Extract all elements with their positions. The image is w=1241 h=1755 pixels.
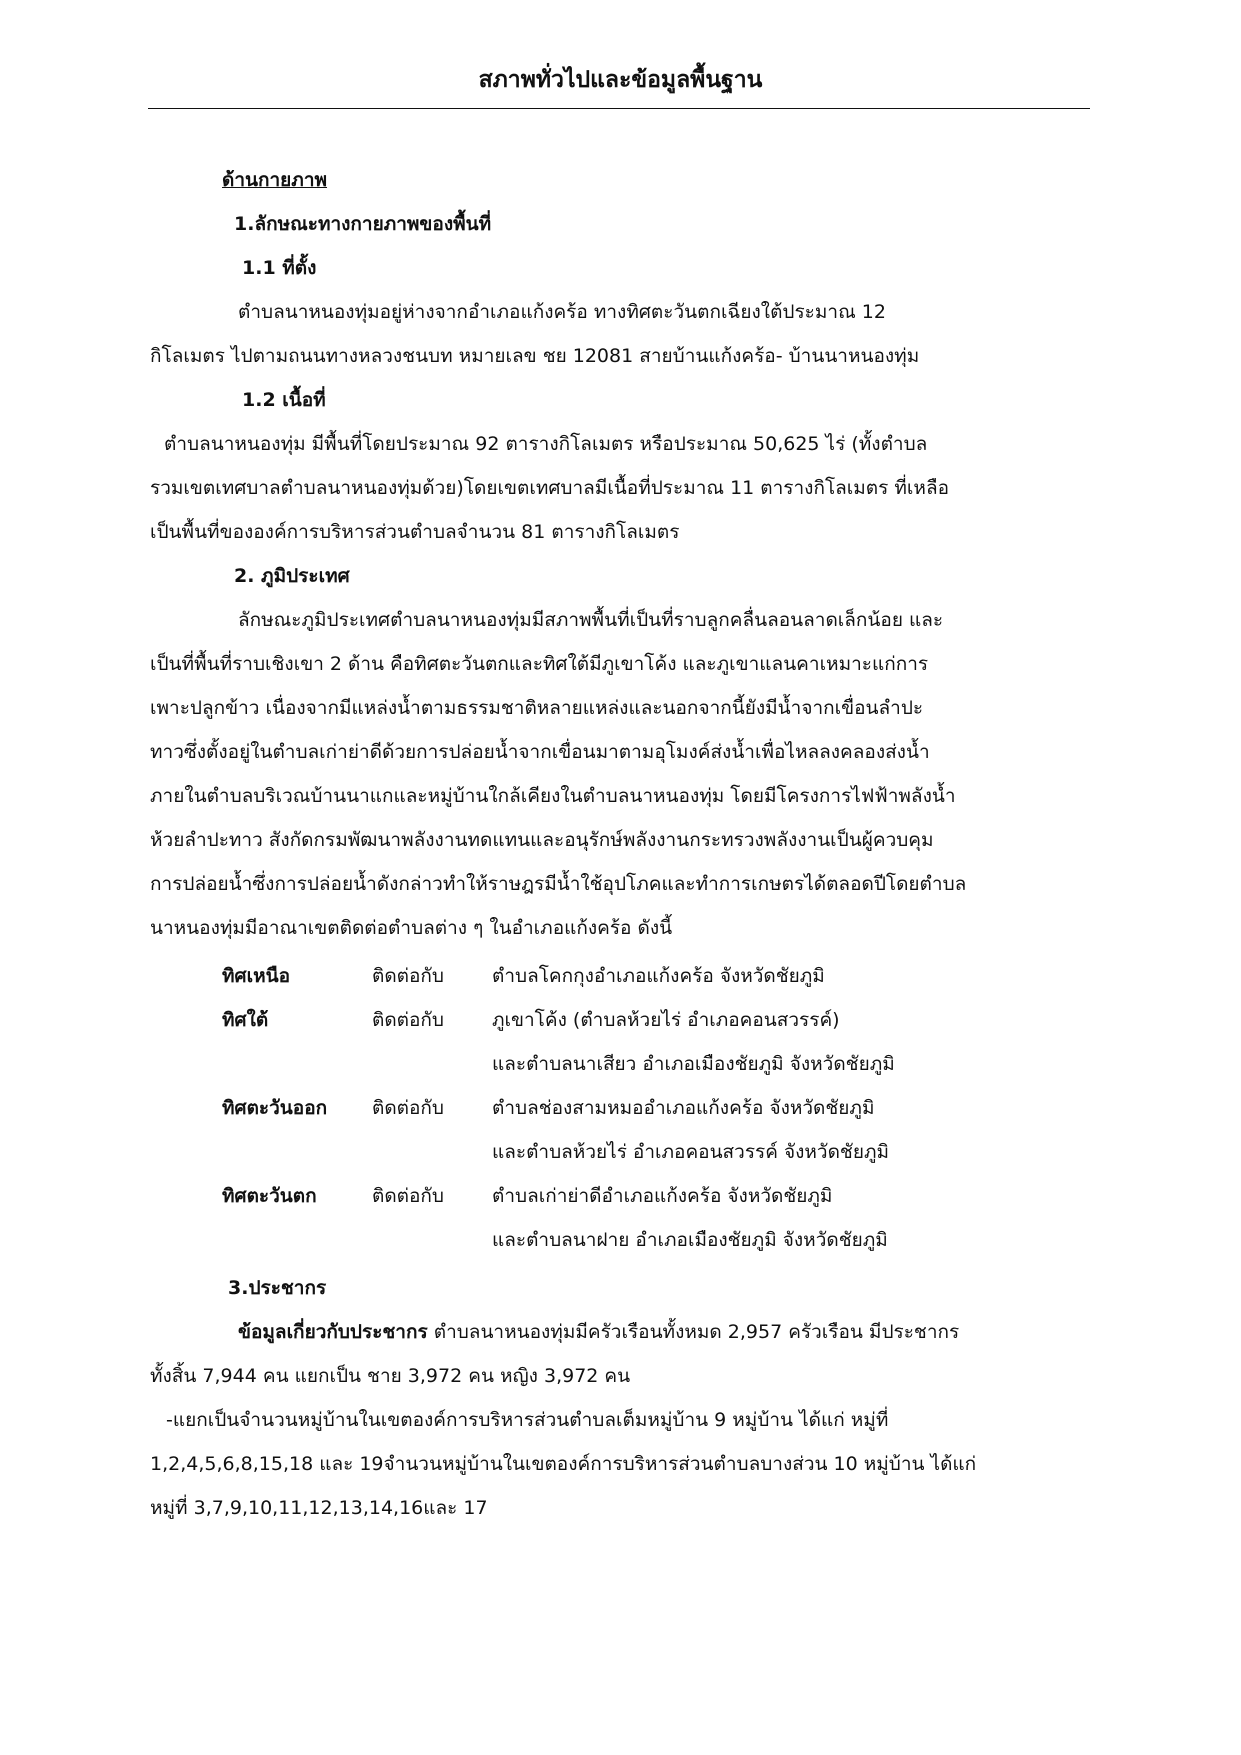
boundary-relation: ติดต่อกับ — [372, 965, 444, 987]
paragraph-line: ภายในตำบลบริเวณบ้านนาแกและหมู่บ้านใกล้เคียงในตำบลนาหนองทุ่ม โดยมีโครงการไฟฟ้าพลังน้ำ — [150, 785, 956, 807]
paragraph-line: รวมเขตเทศบาลตำบลนาหนองทุ่มด้วย)โดยเขตเทศบาลมีเนื้อที่ประมาณ 11 ตารางกิโลเมตร ที่เหลือ — [150, 477, 949, 499]
paragraph-line: เป็นที่พื้นที่ราบเชิงเขา 2 ด้าน คือทิศตะวันตกและทิศใต้มีภูเขาโค้ง และภูเขาแลนคาเหมาะแก่การ — [150, 653, 929, 675]
paragraph-line: ห้วยลำปะทาว สังกัดกรมพัฒนาพลังงานทดแทนและอนุรักษ์พลังงานกระทรวงพลังงานเป็นผู้ควบคุม — [150, 829, 934, 851]
paragraph-line: นาหนองทุ่มมีอาณาเขตติดต่อตำบลต่าง ๆ ในอำเภอแก้งคร้อ ดังนี้ — [150, 917, 673, 939]
population-lead-line — [150, 1310, 1090, 1354]
population-lead-bold: ข้อมูลเกี่ยวกับประชากร — [238, 1321, 428, 1343]
boundary-place: ภูเขาโค้ง (ตำบลห้วยไร่ อำเภอคอนสวรรค์) — [492, 1009, 840, 1031]
boundary-place: ตำบลเก่าย่าดีอำเภอแก้งคร้อ จังหวัดชัยภูมิ — [492, 1185, 833, 1207]
section-3-title: 3.ประชากร — [228, 1277, 327, 1299]
boundary-direction: ทิศใต้ — [222, 1009, 269, 1031]
boundary-direction: ทิศตะวันออก — [222, 1097, 328, 1119]
paragraph-line: เพาะปลูกข้าว เนื่องจากมีแหล่งน้ำตามธรรมชาติหลายแหล่งและนอกจากนี้ยังมีน้ำจากเขื่อนลำปะ — [150, 697, 924, 719]
paragraph-line: ตำบลนาหนองทุ่มอยู่ห่างจากอำเภอแก้งคร้อ ทางทิศตะวันตกเฉียงใต้ประมาณ 12 — [238, 301, 886, 323]
paragraph-line: ทาวซึ่งตั้งอยู่ในตำบลเก่าย่าดีด้วยการปล่อยน้ำจากเขื่อนมาตามอุโมงค์ส่งน้ำเพื่อไหลลงคลองส่งน้ำ — [150, 741, 930, 763]
boundary-row-south — [222, 998, 895, 1042]
boundary-place: และตำบลห้วยไร่ อำเภอคอนสวรรค์ จังหวัดชัยภูมิ — [492, 1141, 889, 1163]
boundary-table — [222, 954, 895, 1262]
boundary-row-east — [222, 1086, 895, 1130]
paragraph-line: 1,2,4,5,6,8,15,18 และ 19จำนวนหมู่บ้านในเขตองค์การบริหารส่วนตำบลบางส่วน 10 หมู่บ้าน ได้แก่ — [150, 1453, 977, 1475]
paragraph-line: ตำบลนาหนองทุ่ม มีพื้นที่โดยประมาณ 92 ตารางกิโลเมตร หรือประมาณ 50,625 ไร่ (ทั้งตำบล — [164, 433, 928, 455]
boundary-place: และตำบลนาฝาย อำเภอเมืองชัยภูมิ จังหวัดชัยภูมิ — [492, 1229, 888, 1251]
boundary-relation: ติดต่อกับ — [372, 1185, 444, 1207]
section-1-2-title: 1.2 เนื้อที่ — [242, 389, 326, 411]
boundary-row-north — [222, 954, 895, 998]
paragraph-line: ลักษณะภูมิประเทศตำบลนาหนองทุ่มมีสภาพพื้นที่เป็นที่ราบลูกคลื่นลอนลาดเล็กน้อย และ — [238, 609, 944, 631]
paragraph-line: -แยกเป็นจำนวนหมู่บ้านในเขตองค์การบริหารส่วนตำบลเต็มหมู่บ้าน 9 หมู่บ้าน ได้แก่ หมู่ที่ — [166, 1409, 889, 1431]
document-body — [150, 158, 1090, 1530]
boundary-row-west-cont — [222, 1218, 895, 1262]
boundary-row-south-cont — [222, 1042, 895, 1086]
section-2-title: 2. ภูมิประเทศ — [234, 565, 350, 587]
header-divider — [148, 108, 1090, 109]
boundary-place: และตำบลนาเสียว อำเภอเมืองชัยภูมิ จังหวัดชัยภูมิ — [492, 1053, 895, 1075]
section-1-title: 1.ลักษณะทางกายภาพของพื้นที่ — [234, 213, 492, 235]
paragraph-line: หมู่ที่ 3,7,9,10,11,12,13,14,16และ 17 — [150, 1497, 488, 1519]
boundary-relation: ติดต่อกับ — [372, 1009, 444, 1031]
boundary-direction: ทิศเหนือ — [222, 965, 291, 987]
boundary-relation: ติดต่อกับ — [372, 1097, 444, 1119]
boundary-place: ตำบลโคกกุงอำเภอแก้งคร้อ จังหวัดชัยภูมิ — [492, 965, 825, 987]
page-title: สภาพทั่วไปและข้อมูลพื้นฐาน — [478, 67, 763, 93]
boundary-row-west — [222, 1174, 895, 1218]
paragraph-line: เป็นพื้นที่ขององค์การบริหารส่วนตำบลจำนวน 81 ตารางกิโลเมตร — [150, 521, 680, 543]
boundary-direction: ทิศตะวันตก — [222, 1185, 317, 1207]
section-heading-physical: ด้านกายภาพ — [222, 169, 328, 191]
paragraph-line: ทั้งสิ้น 7,944 คน แยกเป็น ชาย 3,972 คน หญิง 3,972 คน — [150, 1365, 631, 1387]
paragraph-line: กิโลเมตร ไปตามถนนทางหลวงชนบท หมายเลข ชย 12081 สายบ้านแก้งคร้อ- บ้านนาหนองทุ่ม — [150, 345, 920, 367]
section-1-1-title: 1.1 ที่ตั้ง — [242, 257, 317, 279]
paragraph-line: การปล่อยน้ำซึ่งการปล่อยน้ำดังกล่าวทำให้ราษฎรมีน้ำใช้อุปโภคและทำการเกษตรได้ตลอดปีโดยตำบล — [150, 873, 967, 895]
population-lead-rest: ตำบลนาหนองทุ่มมีครัวเรือนทั้งหมด 2,957 ครัวเรือน มีประชากร — [427, 1321, 960, 1343]
boundary-row-east-cont — [222, 1130, 895, 1174]
boundary-place: ตำบลช่องสามหมออำเภอแก้งคร้อ จังหวัดชัยภูมิ — [492, 1097, 875, 1119]
